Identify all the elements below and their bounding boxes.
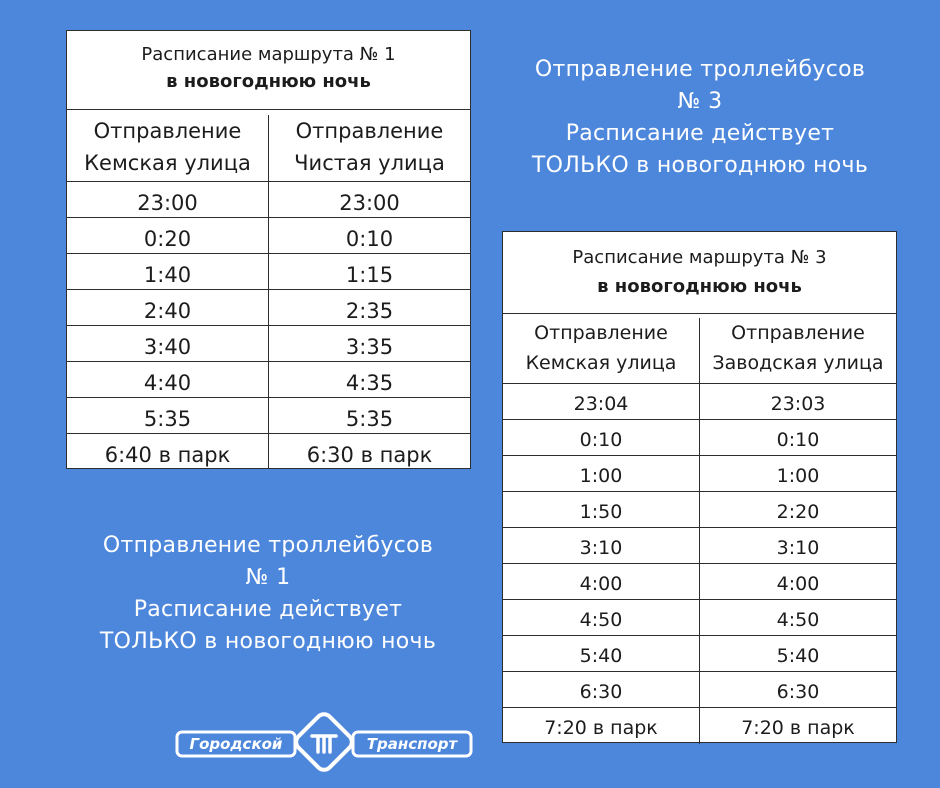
table-row — [503, 636, 896, 672]
notice-line: Отправление троллейбусов — [102, 533, 434, 558]
header-line: Заводская улица — [712, 352, 884, 374]
time-cell: 5:35 — [67, 398, 269, 433]
route-1-header-col2 — [269, 115, 470, 181]
header-line: Отправление — [731, 322, 865, 344]
notice-line: ТОЛЬКО в новогоднюю ночь — [99, 629, 437, 654]
table-row — [503, 456, 896, 492]
time-cell: 23:03 — [770, 393, 826, 415]
time-cell: 0:20 — [67, 218, 269, 253]
header-line: Кемская улица — [525, 352, 677, 374]
time-cell: 7:20 в парк — [503, 708, 700, 744]
time-cell: 1:15 — [345, 263, 394, 287]
notice-line: ТОЛЬКО в новогоднюю ночь — [531, 153, 869, 178]
header-line: Отправление — [295, 119, 444, 143]
time-cell: 1:00 — [776, 465, 820, 487]
time-cell: 5:35 — [345, 407, 394, 431]
time-cell: 3:10 — [776, 537, 820, 559]
time-cell: 5:40 — [503, 636, 700, 671]
notice-line: № 3 — [677, 89, 723, 114]
route-3-header-col1 — [503, 318, 700, 383]
time-cell: 2:20 — [776, 501, 820, 523]
time-cell: 3:40 — [67, 326, 269, 361]
table-row — [503, 708, 896, 744]
header-line: Кемская улица — [84, 151, 251, 175]
table-row — [503, 420, 896, 456]
header-line: Отправление — [93, 119, 242, 143]
time-cell: 0:10 — [776, 429, 820, 451]
notice-line: Расписание действует — [133, 597, 403, 622]
time-cell: 0:10 — [503, 420, 700, 455]
table-row — [503, 528, 896, 564]
time-cell: 4:40 — [67, 362, 269, 397]
time-cell: 5:40 — [776, 645, 820, 667]
route-1-notice — [68, 530, 468, 658]
notice-line: Отправление троллейбусов — [534, 57, 866, 82]
time-cell: 1:50 — [503, 492, 700, 527]
route-3-title-line1: Расписание маршрута № 3 — [572, 247, 827, 268]
city-transport-logo — [175, 712, 475, 772]
header-line: Отправление — [534, 322, 668, 344]
route-1-title-line1: Расписание маршрута № 1 — [141, 44, 396, 65]
notice-line: № 1 — [245, 565, 291, 590]
time-cell: 6:30 в парк — [306, 443, 433, 467]
route-3-timetable — [502, 231, 897, 743]
logo-graphic — [175, 712, 475, 772]
time-cell: 6:30 — [503, 672, 700, 707]
time-cell: 0:10 — [345, 227, 394, 251]
table-row — [67, 182, 470, 218]
table-row — [67, 254, 470, 290]
notice-line: Расписание действует — [565, 121, 835, 146]
logo-left-word: Городской — [189, 735, 283, 753]
route-3-title-line2: в новогоднюю ночь — [597, 276, 802, 297]
time-cell: 4:35 — [345, 371, 394, 395]
route-3-title — [503, 232, 896, 314]
time-cell: 2:40 — [67, 290, 269, 325]
time-cell: 23:04 — [503, 384, 700, 419]
time-cell: 1:00 — [503, 456, 700, 491]
time-cell: 3:10 — [503, 528, 700, 563]
route-3-notice — [500, 54, 900, 182]
route-1-header-row — [67, 110, 470, 182]
time-cell: 2:35 — [345, 299, 394, 323]
route-1-title — [67, 31, 470, 110]
table-row — [503, 564, 896, 600]
table-row — [67, 218, 470, 254]
table-row — [67, 362, 470, 398]
route-3-header-row — [503, 314, 896, 384]
time-cell: 1:40 — [67, 254, 269, 289]
time-cell: 7:20 в парк — [741, 717, 855, 739]
table-row — [503, 600, 896, 636]
table-row — [67, 290, 470, 326]
table-row — [67, 326, 470, 362]
gt-monogram-icon — [293, 712, 355, 772]
time-cell: 6:30 — [776, 681, 820, 703]
route-1-title-line2: в новогоднюю ночь — [166, 71, 371, 92]
table-row — [503, 672, 896, 708]
route-1-timetable — [66, 30, 471, 469]
table-row — [503, 492, 896, 528]
header-line: Чистая улица — [294, 151, 445, 175]
time-cell: 3:35 — [345, 335, 394, 359]
time-cell: 23:00 — [67, 182, 269, 217]
table-row — [67, 398, 470, 434]
table-row — [503, 384, 896, 420]
table-row — [67, 434, 470, 469]
time-cell: 4:50 — [503, 600, 700, 635]
time-cell: 23:00 — [339, 191, 400, 215]
time-cell: 4:50 — [776, 609, 820, 631]
logo-right-word: Транспорт — [366, 735, 458, 753]
time-cell: 4:00 — [503, 564, 700, 599]
time-cell: 4:00 — [776, 573, 820, 595]
route-1-header-col1 — [67, 115, 269, 181]
time-cell: 6:40 в парк — [67, 434, 269, 469]
route-3-header-col2 — [700, 318, 896, 383]
